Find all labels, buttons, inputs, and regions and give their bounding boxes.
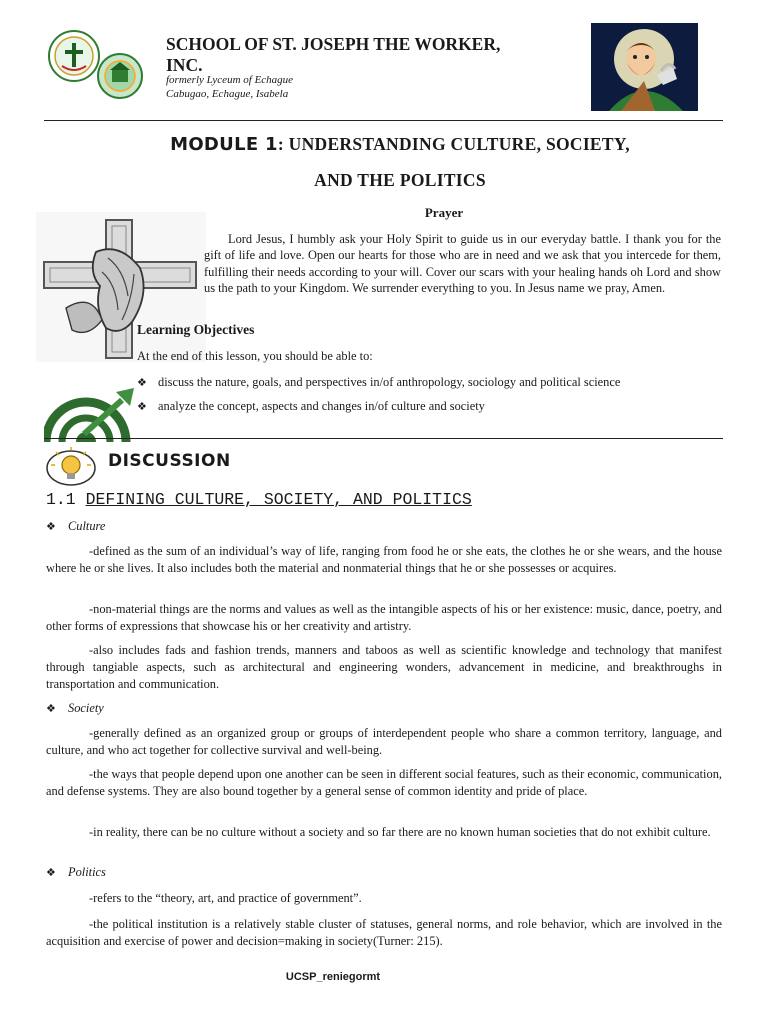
school-subtitle [166,74,293,101]
lightbulb-icon [44,446,98,486]
school-address: Cabugao, Echague, Isabela [166,87,289,100]
society-paragraph: -in reality, there can be no culture without a society and so far there are no known human societies that do not exhibit culture. [89,825,711,839]
school-logos [42,30,148,100]
culture-paragraph: -non-material things are the norms and values as well as the intangible aspects of his or her existence: music, dance, poetry, and other forms of expressions that showcase his or her creativity and artistry. [46,602,722,633]
society-paragraph: -generally defined as an organized group or groups of interdependent people who share a common territory, language, and culture, and who act together for collective survival and well-being. [46,726,722,757]
objective-item [137,375,620,390]
diamond-bullet-icon: ❖ [46,703,56,715]
praying-hands-cross-image [36,212,206,362]
objective-text: analyze the concept, aspects and changes in/of culture and society [158,399,485,413]
culture-paragraph: -also includes fads and fashion trends, manners and taboos as well as scientific knowledge and technology that manifest through tangiable aspects, such as architectural and engineering wonders, advancement in medicine, and breakthroughs in transportation and communication. [46,643,722,691]
module-title-text: : UNDERSTANDING CULTURE, SOCIETY, [277,134,630,154]
culture-paragraph: -defined as the sum of an individual’s way of life, ranging from food he or she eats, the clothes he or she wears, and the house where he or she lives. It also includes both the material and nonmaterial things that he or she possesses or acquires. [46,544,722,575]
section-rule [44,438,723,439]
subheading-culture [46,519,105,534]
subheading-label: Culture [68,519,106,533]
objective-text: discuss the nature, goals, and perspectives in/of anthropology, sociology and political science [158,375,621,389]
diamond-bullet-icon: ❖ [137,377,147,389]
objective-item [137,399,485,414]
subheading-politics [46,865,106,880]
prayer-text: Lord Jesus, I humbly ask your Holy Spirit to guide us in our everyday battle. I thank you for the gift of life and love. Open our hearts for those who are in need and we ask that you intercede for them, fulfilling their needs according to your will. Cover our scars with your healing hands oh Lord and show us the path to your Kingdom. We surrender everything to you. In Jesus name we pray, Amen. [204,232,721,296]
section-title [46,490,472,509]
school-seal-logo [49,31,99,81]
module-title [0,134,768,155]
learning-objectives-heading: Learning Objectives [137,322,255,337]
politics-paragraph: -the political institution is a relatively stable cluster of statuses, general norms, and role behavior, which are involved in the acquisition and exercise of power and decision=making in society(Turner: 215). [46,917,722,948]
subheading-label: Politics [68,865,106,879]
section-title-text: DEFINING CULTURE, SOCIETY, AND POLITICS [85,490,472,509]
subheading-label: Society [68,701,104,715]
society-paragraph: -the ways that people depend upon one another can be seen in different social features, such as their economic, communication, and defense systems. They are also bound together by a general sense of common identity and pride of place. [46,767,722,798]
learning-objectives-intro: At the end of this lesson, you should be able to: [137,349,373,363]
formerly-text: formerly Lyceum of Echague [166,74,294,86]
subheading-society [46,701,104,716]
prayer-heading: Prayer [424,205,464,220]
discussion-heading: DISCUSSION [108,451,231,471]
module-title-line2: AND THE POLITICS [314,170,486,190]
footer-label: UCSP_reniegormt [285,971,381,983]
module-label: MODULE 1 [170,134,278,155]
diamond-bullet-icon: ❖ [46,867,56,879]
school-name-line1: SCHOOL OF ST. JOSEPH THE WORKER, [166,34,501,54]
school-name [166,34,576,76]
diamond-bullet-icon: ❖ [137,401,147,413]
saint-joseph-illustration [591,23,698,111]
politics-paragraph: -refers to the “theory, art, and practice of government”. [89,891,362,905]
header-rule [44,120,723,121]
school-name-line2: INC. [166,55,203,75]
section-number: 1.1 [46,490,76,509]
target-arrow-icon [44,386,136,442]
diamond-bullet-icon: ❖ [46,521,56,533]
secondary-logo [98,54,142,98]
